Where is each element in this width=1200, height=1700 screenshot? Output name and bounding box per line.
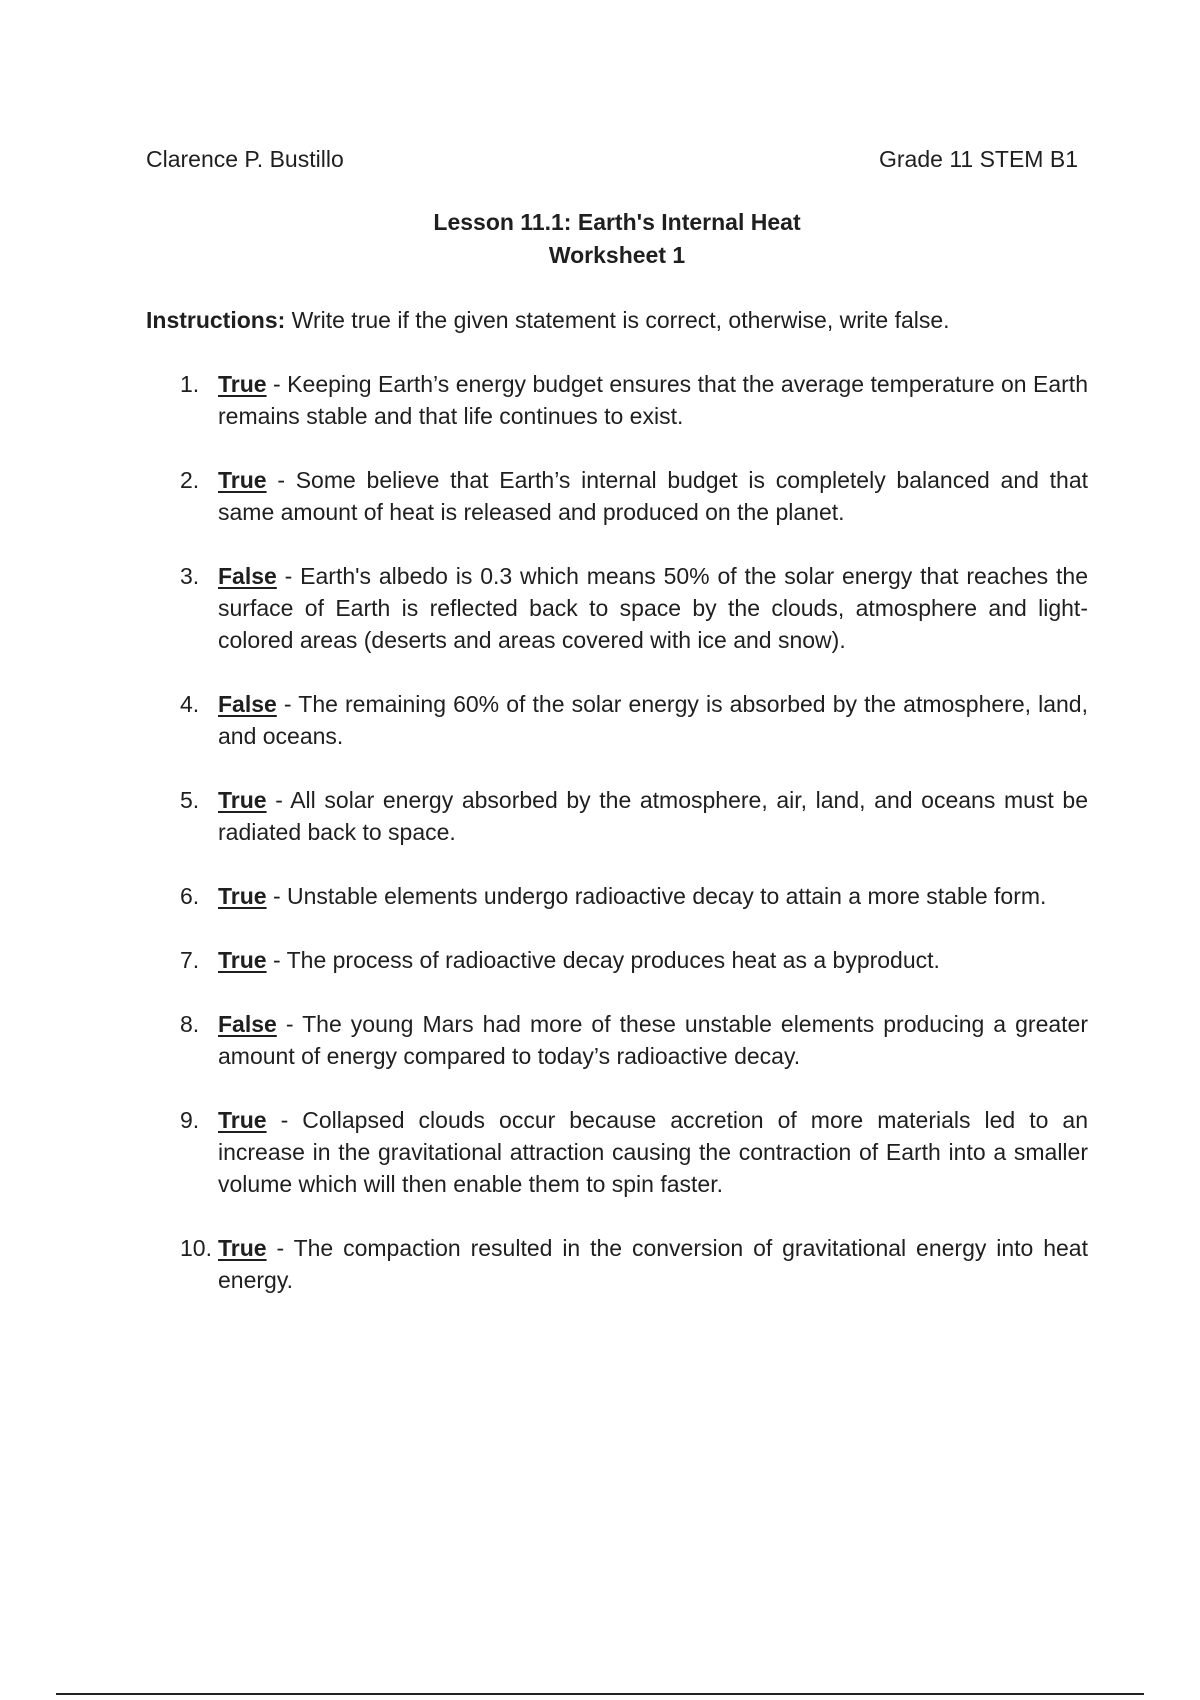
bottom-divider <box>56 1693 1144 1695</box>
question-statement: - The remaining 60% of the solar energy is absorbed by the atmosphere, land, and oceans. <box>218 691 1088 749</box>
question-item <box>180 944 1088 976</box>
question-statement: - Keeping Earth’s energy budget ensures that the average temperature on Earth remains stable and that life continues to exist. <box>218 371 1088 429</box>
answer-text: True <box>218 1235 267 1261</box>
question-item <box>180 1008 1088 1072</box>
question-number: 2. <box>180 467 200 493</box>
answer-text: True <box>218 883 267 909</box>
question-number: 8. <box>180 1011 200 1037</box>
question-number: 10. <box>180 1235 212 1261</box>
question-statement: - The compaction resulted in the conversion of gravitational energy into heat energy. <box>218 1235 1088 1293</box>
question-item <box>180 784 1088 848</box>
student-name: Clarence P. Bustillo <box>146 146 344 172</box>
answer-text: False <box>218 1011 277 1037</box>
question-number: 6. <box>180 883 200 909</box>
question-item <box>180 1232 1088 1296</box>
question-statement: - Some believe that Earth’s internal budget is completely balanced and that same amount of heat is released and produced on the planet. <box>218 467 1088 525</box>
question-number: 5. <box>180 787 200 813</box>
instructions <box>146 305 1090 335</box>
question-item <box>180 464 1088 528</box>
question-number: 3. <box>180 563 200 589</box>
answer-text: True <box>218 787 267 813</box>
instructions-label: Instructions: <box>146 307 286 333</box>
answer-text: True <box>218 371 267 397</box>
question-statement: - The young Mars had more of these unstable elements producing a greater amount of energy compared to today’s radioactive decay. <box>218 1011 1088 1069</box>
question-item <box>180 880 1088 912</box>
question-item <box>180 368 1088 432</box>
question-statement: - All solar energy absorbed by the atmosphere, air, land, and oceans must be radiated back to space. <box>218 787 1088 845</box>
question-number: 9. <box>180 1107 200 1133</box>
question-statement: - The process of radioactive decay produces heat as a byproduct. <box>266 947 940 973</box>
instructions-text: Write true if the given statement is correct, otherwise, write false. <box>285 307 950 333</box>
question-number: 4. <box>180 691 200 717</box>
question-list <box>180 368 1088 1328</box>
lesson-title: Lesson 11.1: Earth's Internal Heat <box>433 209 801 235</box>
answer-text: True <box>218 1107 267 1133</box>
answer-text: True <box>218 947 267 973</box>
question-statement: - Collapsed clouds occur because accretion of more materials led to an increase in the gravitational attraction causing the contraction of Earth into a smaller volume which will then enable them to spin faster. <box>218 1107 1088 1197</box>
grade-section: Grade 11 STEM B1 <box>879 146 1078 172</box>
question-number: 1. <box>180 371 200 397</box>
answer-text: False <box>218 563 277 589</box>
question-number: 7. <box>180 947 200 973</box>
document-header <box>146 144 1078 174</box>
question-item <box>180 1104 1088 1200</box>
worksheet-title: Worksheet 1 <box>548 242 686 268</box>
title-block <box>0 206 1200 272</box>
answer-text: False <box>218 691 277 717</box>
question-item <box>180 560 1088 656</box>
question-statement: - Earth's albedo is 0.3 which means 50% of the solar energy that reaches the surface of Earth is reflected back to space by the clouds, atmosphere and light-colored areas (deserts and areas covered with ice and snow). <box>218 563 1088 653</box>
question-item <box>180 688 1088 752</box>
answer-text: True <box>218 467 267 493</box>
question-statement: - Unstable elements undergo radioactive decay to attain a more stable form. <box>266 883 1047 909</box>
